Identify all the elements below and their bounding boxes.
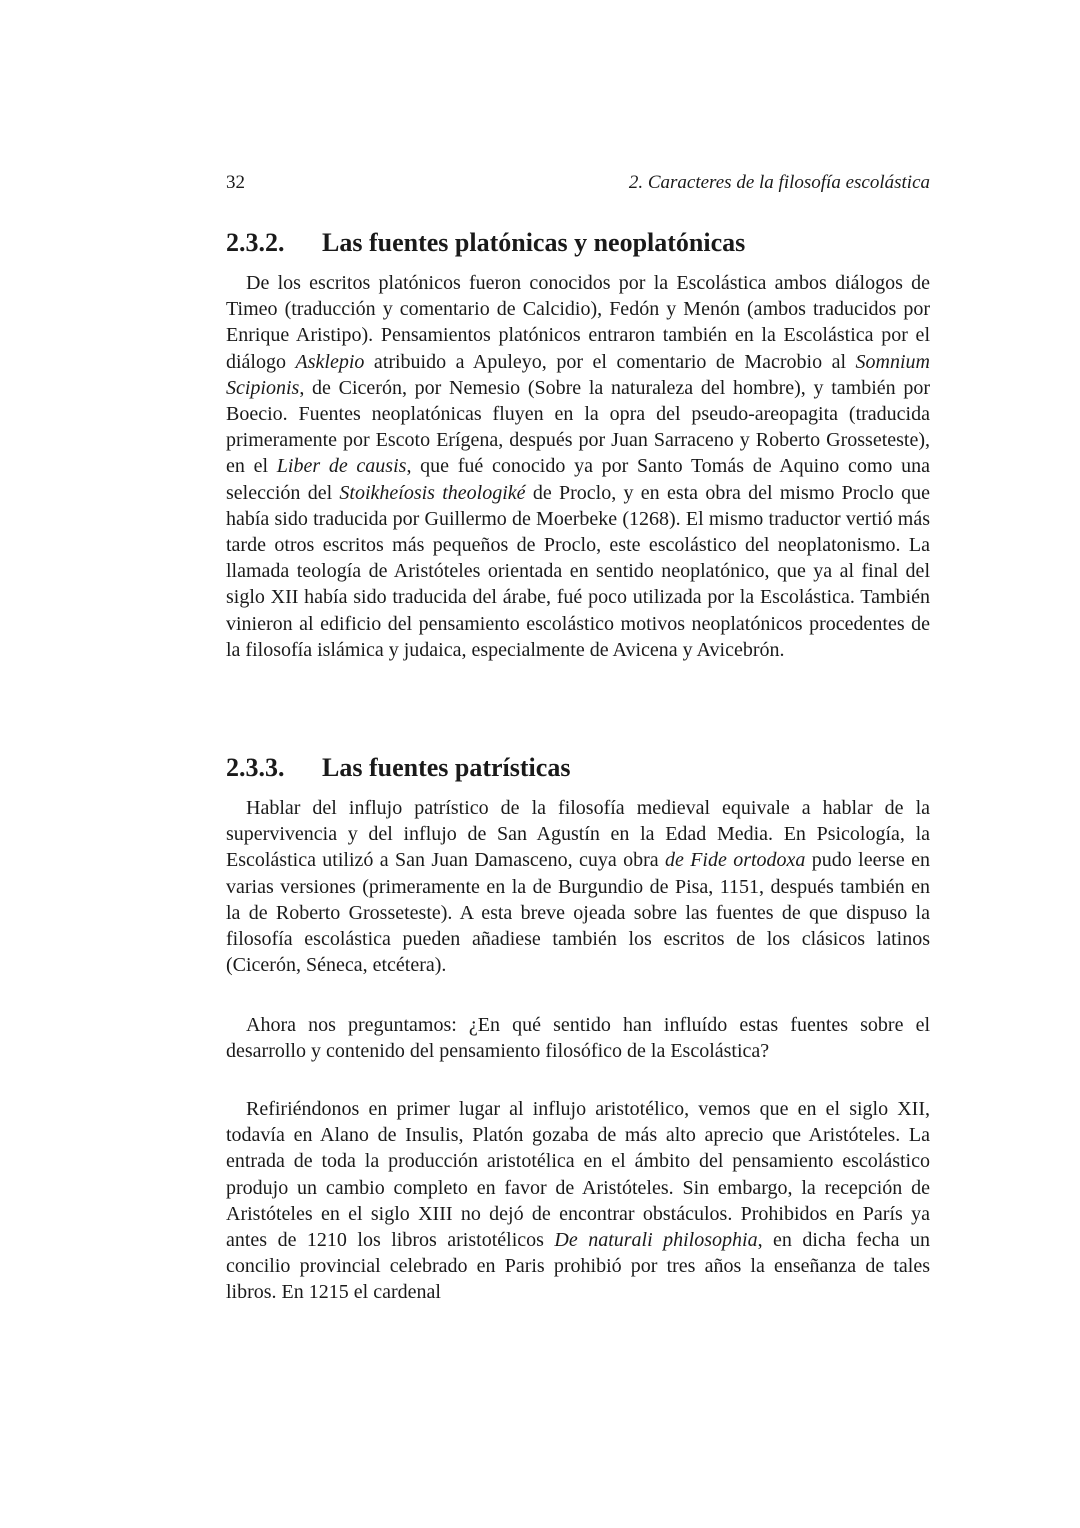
chapter-title: 2. Caracteres de la filosofía escolástica — [628, 172, 930, 193]
running-head — [226, 172, 930, 194]
italic-title: Somnium Scipionis — [226, 350, 930, 399]
section-number: 2.3.2. — [226, 228, 285, 257]
paragraph: De los escritos platónicos fueron conocidos por la Escolástica ambos diálogos de Timeo (traducción y comentario de Calcidio), Fedón y Menón (ambos traducidos por Enrique Aristipo). Pensamientos platónicos entraron también en la Escolástica por el diálogo Asklepio atribuido a Apuleyo, por el comentario de Macrobio al Somnium Scipionis, de Cicerón, por Nemesio (Sobre la naturaleza del hombre), y también por Boecio. Fuentes neoplatónicas fluyen en la opra del pseudo-areopagita (traducida primeramente por Escoto Erígena, después por Juan Sarraceno y Roberto Grosseteste), en el Liber de causis, que fué conocido ya por Santo Tomás de Aquino como una selección del Stoikheíosis theologiké de Proclo, y en esta obra del mismo Proclo que había sido traducida por Guillermo de Moerbeke (1268). El mismo traductor vertió más tarde otros escritos más pequeños de Proclo, este escolástico del neoplatonismo. La llamada teología de Aristóteles orientada en sentido neoplatónico, que ya al final del siglo XII había sido traducida del árabe, fué poco utilizada por la Escolástica. También vinieron al edificio del pensamiento escolástico motivos neoplatónicos procedentes de la filosofía islámica y judaica, especialmente de Avicena y Avicebrón. — [226, 272, 931, 661]
paragraph: Hablar del influjo patrístico de la filosofía medieval equivale a hablar de la supervivencia y del influjo de San Agustín en la Edad Media. En Psicología, la Escolástica utilizó a San Juan Damasceno, cuya obra de Fide ortodoxa pudo leerse en varias versiones (primeramente en la de Burgundio de Pisa, 1151, después también en la de Roberto Grosseteste). A esta breve ojeada sobre las fuentes de que dispuso la filosofía escolástica pueden añadiese también los escritos de los clásicos latinos (Cicerón, Séneca, etcétera). — [226, 797, 930, 977]
section-2-3-2 — [226, 226, 930, 663]
section-title: Las fuentes patrísticas — [322, 753, 571, 782]
page-number: 32 — [226, 172, 245, 193]
section-2-3-3 — [226, 751, 930, 978]
italic-title: Asklepio — [295, 350, 365, 373]
paragraph: Refiriéndonos en primer lugar al influjo aristotélico, vemos que en el siglo XII, todavía en Alano de Insulis, Platón gozaba de más alto aprecio que Aristóteles. La entrada de toda la producción aristotélica en el ámbito del pensamiento escolástico produjo un cambio completo en favor de Aristóteles. Sin embargo, la recepción de Aristóteles en el siglo XIII no dejó de encontrar obstáculos. Prohibidos en París ya antes de 1210 los libros aristotélicos De naturali philosophia, en dicha fecha un concilio provincial celebrado en Paris prohibió por tres años la enseñanza de tales libros. En 1215 el cardenal — [226, 1098, 930, 1304]
italic-title: De naturali philosophia — [554, 1229, 758, 1252]
section-heading — [226, 751, 930, 785]
section-heading — [226, 226, 930, 260]
section-title: Las fuentes platónicas y neoplatónicas — [322, 228, 746, 257]
paragraph: Ahora nos preguntamos: ¿En qué sentido han influído estas fuentes sobre el desarrollo y contenido del pensamiento filosófico de la Escolástica? — [226, 1014, 930, 1063]
italic-title: Liber de causis — [276, 455, 407, 478]
italic-title: de Fide ortodoxa — [664, 849, 806, 872]
section-number: 2.3.3. — [226, 753, 285, 782]
italic-title: Stoikheíosis theologiké — [339, 481, 526, 504]
reception-block — [226, 1096, 930, 1306]
question-block — [226, 1012, 930, 1064]
